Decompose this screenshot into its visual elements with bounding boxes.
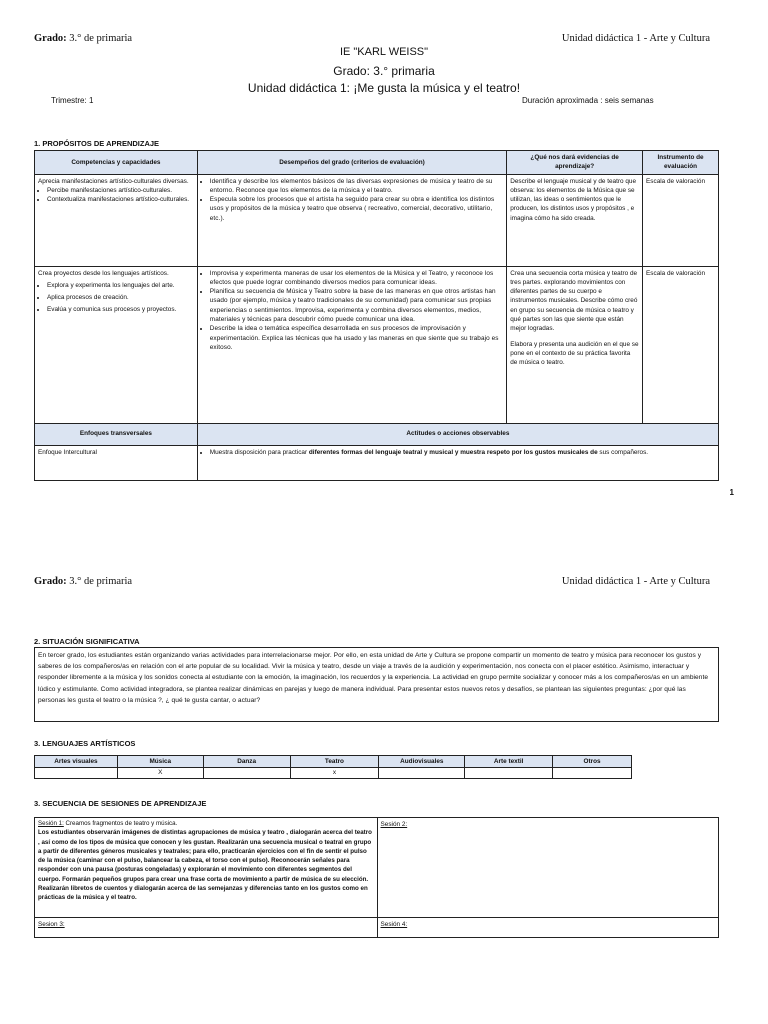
row2-performance: • Planifica su secuencia de Música y Teatro sobre la base de las maneras en que otros artistas han usado (por ejemplo, música y teatro tradicionales de su comunidad) para comunicar sus propias experiencias o sentimientos. Improvisa, experimenta y combina diversos elementos, medios, materiales y técnicas para descubrir cómo puede comunicar una idea. (210, 287, 503, 324)
row2-instrument: Escala de valoración (643, 266, 719, 423)
session-3-label: Sesion 3: (38, 921, 65, 928)
trimestre-label: Trimestre: (51, 96, 89, 105)
row2-evidence-1-detail: explorando movimientos con diferentes partes de su cuerpo e instrumentos musicales. Describe cómo creó en grupo su secuencia de música o teatro y qué partes son las que siente que están mejor logradas. (510, 278, 638, 333)
section4-title: 3. SECUENCIA DE SESIONES DE APRENDIZAJE (34, 799, 207, 808)
row1-evidence-cell (507, 174, 643, 266)
situation-table (34, 647, 719, 722)
observable-actions (201, 448, 715, 457)
action-part-2: diferentes formas del lenguaje teatral y musical y muestra respeto por los gustos musicales de (308, 448, 598, 456)
row2-evidence-1 (510, 269, 639, 334)
header-enfoques: Enfoques transversales (35, 423, 198, 445)
lang-header: Música (117, 756, 203, 768)
title-unit-name: ¡Me gusta la música y el teatro! (353, 81, 521, 95)
title-unit-prefix: Unidad didáctica 1: (247, 81, 354, 95)
row1-competence: Aprecia manifestaciones artístico-culturales diversas. (38, 177, 189, 185)
section2-title: 2. SITUACIÓN SIGNIFICATIVA (34, 637, 140, 646)
row2-capacity: • Explora y experimenta los lenguajes del arte. (47, 281, 194, 290)
row2-evidence-2 (510, 340, 639, 368)
duracion-label: Duración aproximada : (522, 96, 605, 105)
header-desempenos: Desempeños del grado (criterios de evaluación) (197, 151, 506, 175)
observable-actions-cell (197, 445, 718, 480)
lang-header: Teatro (290, 756, 379, 768)
languages-table (34, 755, 632, 779)
observable-action (210, 448, 715, 457)
row1-evidence-main: Describe el lenguaje musical y de teatro que observa: (510, 177, 637, 194)
row1-capacities (38, 186, 194, 205)
lang-header: Otros (553, 756, 632, 768)
lang-mark (203, 768, 290, 778)
session-1-heading (38, 819, 374, 828)
page-header-grade (34, 33, 132, 44)
lang-header: Danza (203, 756, 290, 768)
row2-performance: • Describe la idea o temática específica desarrollada en sus procesos de improvisación y experimentación. Explica las técnicas que ha usado y las maneras en que siente que su trabajo es exitoso. (210, 324, 503, 352)
title-unit (0, 81, 768, 95)
lang-mark: X (117, 768, 203, 778)
row2-competence: Crea proyectos desde los lenguajes artísticos. (38, 269, 169, 277)
header-actitudes: Actitudes o acciones observables (197, 423, 718, 445)
row1-evidence-detail: los elementos de la Música que se utilizan, las ideas o sentimientos que le producen, los distintos usos y propósitos , e imagina cómo ha sido creada. (510, 186, 635, 222)
transversal-approach: Enfoque Intercultural (35, 445, 198, 480)
sessions-table (34, 817, 719, 938)
lang-mark: x (290, 768, 379, 778)
session-4-label: Sesión 4: (380, 921, 408, 928)
row2-capacity: • Evalúa y comunica sus procesos y proyectos. (47, 305, 194, 314)
header-competencias: Competencias y capacidades (35, 151, 198, 175)
row2-capacity: • Aplica procesos de creación. (47, 293, 194, 302)
page-header-unit: Unidad didáctica 1 - Arte y Cultura (561, 576, 710, 587)
title-grade-value: 3.° primaria (373, 64, 435, 78)
session-2-label: Sesión 2: (380, 821, 408, 828)
row1-performances (201, 177, 503, 223)
grade-value: 3.° de primaria (66, 576, 133, 587)
session-4-cell (377, 918, 718, 938)
lang-header: Arte textil (465, 756, 553, 768)
row1-instrument: Escala de valoración (643, 174, 719, 266)
row1-performances-cell (197, 174, 506, 266)
session-3-cell (35, 918, 378, 938)
row2-performances (201, 269, 503, 353)
row2-evidence-2-main: Elabora y presenta una audición (510, 340, 602, 348)
lang-mark (35, 768, 118, 778)
row2-performance: • Improvisa y experimenta maneras de usar los elementos de la Música y el Teatro, y reconoce los efectos que puede lograr combinando diversos medios para comunicar ideas. (210, 269, 503, 288)
session-1-title: Creamos fragmentos de teatro y música. (63, 820, 178, 827)
page-header-grade (34, 576, 132, 587)
row2-capacities (38, 281, 194, 315)
session-1-label: Sesión 1: (38, 820, 64, 827)
lang-header: Audiovisuales (379, 756, 465, 768)
trimestre (51, 96, 93, 105)
row2-evidence-2-detail: en el que se pone en el contexto de su práctica favorita de música o teatro. (510, 340, 639, 367)
duracion-value: seis semanas (604, 96, 654, 105)
session-1-text: Los estudiantes observarán imágenes de distintas agrupaciones de música y teatro , dialogarán acerca del teatro , así como de los tipos de música que conocen y les gustan. Realizarán una secuencia musical o teatral en grupo a partir de diferentes géneros musicales y teatrales; para ello, practicarán ejercicios con el fin de sentir el pulso de la música (caminar con el pulso, balancear la cabeza, el torso con el pulso). Reconocerán señales para responder con una pausa (posturas congeladas) y explorarán el movimiento con diferentes segmentos del cuerpo. Formarán pequeños grupos para crear una frase corta de movimiento a partir de música de su elección. Realizarán libretos de cuentos y dialogarán acerca de las semejanzas y diferencias tanto en los gustos como en prácticas de la música y el teatro. (38, 829, 372, 902)
trimestre-value: 1 (88, 96, 94, 105)
session-2-cell (377, 818, 718, 918)
row2-evidence-cell (507, 266, 643, 423)
header-instrumento: Instrumento de evaluación (643, 151, 719, 175)
school-name: IE "KARL WEISS" (339, 46, 429, 58)
grade-value: 3.° de primaria (66, 33, 133, 44)
row2-evidence-1-main: Crea una secuencia corta música y teatro de tres partes. (510, 269, 638, 286)
row1-competence-cell (35, 174, 198, 266)
row1-capacity: • Percibe manifestaciones artístico-culturales. (47, 186, 194, 195)
title-grade-prefix: Grado: (333, 64, 374, 78)
lang-mark (553, 768, 632, 778)
row1-performance: • Identifica y describe los elementos básicos de las diversas expresiones de música y teatro de su entorno. Reconoce que los elementos de la música y el teatro. (210, 177, 503, 196)
row1-capacity: • Contextualiza manifestaciones artístico-culturales. (47, 195, 194, 204)
page-header-unit: Unidad didáctica 1 - Arte y Cultura (561, 33, 710, 44)
action-part-1: Muestra disposición para practicar (209, 448, 309, 456)
session-1-cell (35, 818, 378, 918)
lang-mark (465, 768, 553, 778)
section3-title: 3. LENGUAJES ARTÍSTICOS (34, 739, 136, 748)
purposes-table (34, 150, 719, 481)
row2-performances-cell (197, 266, 506, 423)
lang-mark (379, 768, 465, 778)
action-part-3: sus compañeros. (597, 448, 649, 456)
grade-label: Grado: (34, 33, 67, 44)
grade-label: Grado: (34, 576, 67, 587)
row2-competence-cell (35, 266, 198, 423)
situation-text: En tercer grado, los estudiantes están organizando varias actividades para interrelacionarse mejor. Por ello, en esta unidad de Arte y Cultura se propone compartir un momento de teatro y música para reconocer los gustos y saberes de los compañeros/as en relación con el arte popular de su localidad. Vivir la música y teatro, desde un viaje a través de la audición y experimentación, nos conecta con el placer estético. Asimismo, interactuar y responder libremente a la música y los sonidos conecta al estudiante con la emoción, la imaginación, los recuerdos y la experiencia. La actividad en grupo permite socializar y conocer más a los compañeros/as en un ambiente lúdico y estimulante. Como actividad integradora, se plantea realizar dinámicas en parejas y luego de manera individual. Para presentar estos nuevos retos y desafíos, se plantean las siguientes preguntas: ¿por qué las personas les gusta el teatro o la música ?, ¿ qué te gusta cantar, o actuar? (35, 648, 719, 722)
row1-performance: • Especula sobre los procesos que el artista ha seguido para crear su obra e identifica los distintos usos y propósitos de la música y teatro que observa ( recreativo, comercial, decorativo, utilitario, etc.). (210, 195, 503, 223)
title-grade (0, 64, 768, 78)
section1-title: 1. PROPÓSITOS DE APRENDIZAJE (34, 139, 160, 148)
duracion (522, 96, 654, 105)
page-number: 1 (729, 488, 734, 497)
header-evidencias: ¿Qué nos dará evidencias de aprendizaje? (507, 151, 643, 175)
lang-header: Artes visuales (35, 756, 118, 768)
